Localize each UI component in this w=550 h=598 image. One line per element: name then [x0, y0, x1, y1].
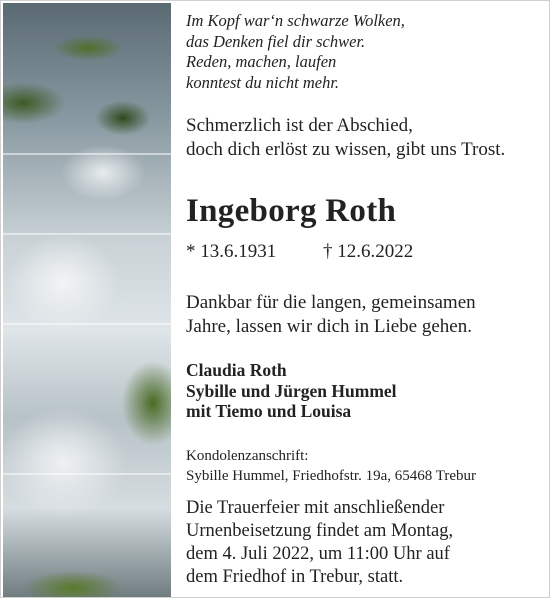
mourner: Claudia Roth — [186, 360, 287, 380]
poem-line: das Denken fiel dir schwer. — [186, 31, 366, 51]
funeral-line: Die Trauerfeier mit anschließender — [186, 498, 445, 518]
water-streak — [3, 323, 171, 325]
poem-line: konntest du nicht mehr. — [186, 72, 340, 92]
mourner: mit Tiemo und Louisa — [186, 401, 352, 421]
intro-line: Schmerzlich ist der Abschied, — [186, 115, 413, 136]
thanks-line: Jahre, lassen wir dich in Liebe gehen. — [186, 316, 472, 337]
life-dates — [186, 241, 414, 263]
poem-line: Reden, machen, laufen — [186, 52, 337, 71]
condolence-address-line: Sybille Hummel, Friedhofstr. 19a, 65468 Trebur — [186, 467, 476, 484]
intro-line: doch dich erlöst zu wissen, gibt uns Trost. — [186, 139, 506, 160]
water-streak — [3, 153, 171, 155]
funeral-line: Urnenbeisetzung findet am Montag, — [186, 521, 454, 541]
funeral-info — [186, 497, 453, 589]
intro-text — [186, 114, 505, 162]
thanks-text — [186, 291, 476, 339]
condolence-label: Kondolenzanschrift: — [186, 448, 309, 464]
poem-line: Im Kopf war‘n schwarze Wolken, — [186, 11, 405, 30]
death-date: † 12.6.2022 — [323, 241, 414, 262]
deceased-name: Ingeborg Roth — [186, 193, 397, 229]
mourners-list — [186, 360, 397, 422]
waterfall-photo — [3, 3, 171, 597]
thanks-line: Dankbar für die langen, gemeinsamen — [186, 292, 476, 313]
condolence-address — [186, 447, 476, 486]
funeral-line: dem Friedhof in Trebur, statt. — [186, 567, 404, 587]
water-streak — [3, 233, 171, 235]
mourner: Sybille und Jürgen Hummel — [186, 380, 397, 401]
funeral-line: dem 4. Juli 2022, um 11:00 Uhr auf — [186, 544, 450, 564]
water-streak — [3, 473, 171, 475]
poem — [186, 11, 405, 93]
birth-date: * 13.6.1931 — [186, 241, 277, 262]
